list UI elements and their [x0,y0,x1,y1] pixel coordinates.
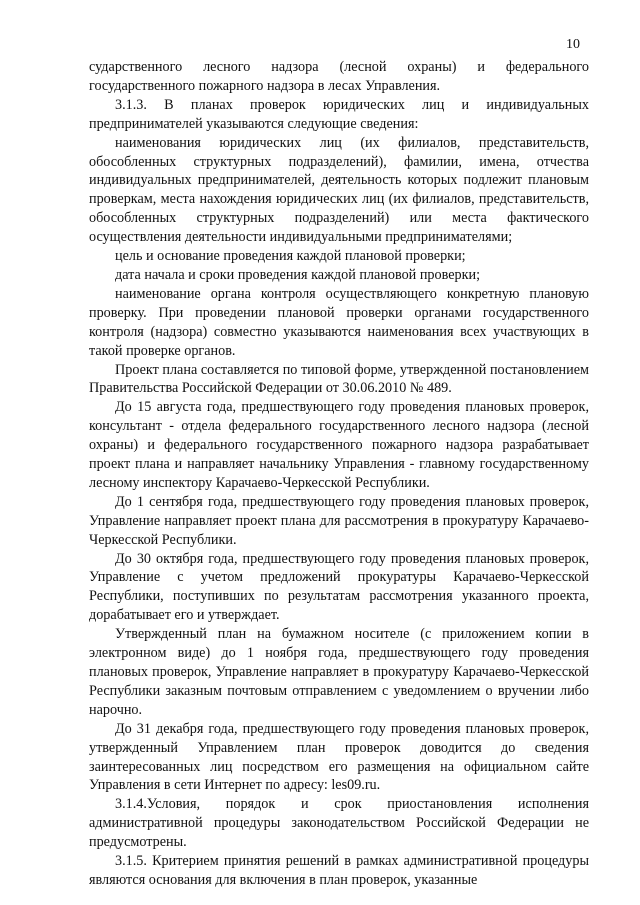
paragraph: наименования юридических лиц (их филиалов, представительств, обособленных структурных подразделений), фамилии, имена, отчества индивидуальных предпринимателей, деятельность которых подлежит плановым проверкам, места нахождения юридических лиц (их филиалов, представительств, обособленных структурных подразделений) или места фактического осуществления деятельности индивидуальными предпринимателями; [89,134,589,246]
paragraph: 3.1.3. В планах проверок юридических лиц и индивидуальных предпринимателей указываются следующие сведения: [89,96,589,132]
paragraph: Проект плана составляется по типовой форме, утвержденной постановлением Правительства Российской Федерации от 30.06.2010 № 489. [89,361,589,397]
paragraph: цель и основание проведения каждой плановой проверки; [115,248,466,265]
paragraph: До 1 сентября года, предшествующего году проведения плановых проверок, Управление направляет проект плана для рассмотрения в прокуратуру Карачаево-Черкесской Республики. [89,493,589,548]
document-body [89,58,589,890]
paragraph: До 31 декабря года, предшествующего году проведения плановых проверок, утвержденный Управлением план проверок доводится до сведения заинтересованных лиц посредством его размещения на официальном сайте Управления в сети Интернет по адресу: les09.ru. [89,720,589,794]
paragraph: 3.1.5. Критерием принятия решений в рамках административной процедуры являются основания для включения в план проверок, указанные [89,853,589,888]
paragraph: Утвержденный план на бумажном носителе (с приложением копии в электронном виде) до 1 ноября года, предшествующего году проведения плановых проверок, Управление направляет в прокуратуру Карачаево-Черкесской Республики заказным почтовым отправлением с уведомлением о вручении либо нарочно. [89,626,589,718]
paragraph: До 30 октября года, предшествующего году проведения плановых проверок, Управление с учетом предложений прокуратуры Карачаево-Черкесской Республики, поступивших по результатам рассмотрения указанного проекта, дорабатывает его и утверждает. [89,550,589,624]
paragraph: 3.1.4.Условия, порядок и срок приостановления исполнения административной процедуры законодательством Российской Федерации не предусмотрены. [89,796,589,851]
paragraph: сударственного лесного надзора (лесной охраны) и федерального государственного пожарного надзора в лесах Управления. [89,59,589,94]
page-number: 10 [566,37,580,52]
paragraph: наименование органа контроля осуществляющего конкретную плановую проверку. При проведении плановой проверки органами государственного контроля (надзора) совместно указываются наименования всех участвующих в такой проверке органов. [89,285,589,359]
paragraph: дата начала и сроки проведения каждой плановой проверки; [115,266,481,283]
paragraph: До 15 августа года, предшествующего году проведения плановых проверок, консультант - отдела федерального государственного лесного надзора (лесной охраны) и федерального государственного пожарного надзора разрабатывает проект плана и направляет начальнику Управления - главному государственному лесному инспектору Карачаево-Черкесской Республики. [89,399,589,491]
